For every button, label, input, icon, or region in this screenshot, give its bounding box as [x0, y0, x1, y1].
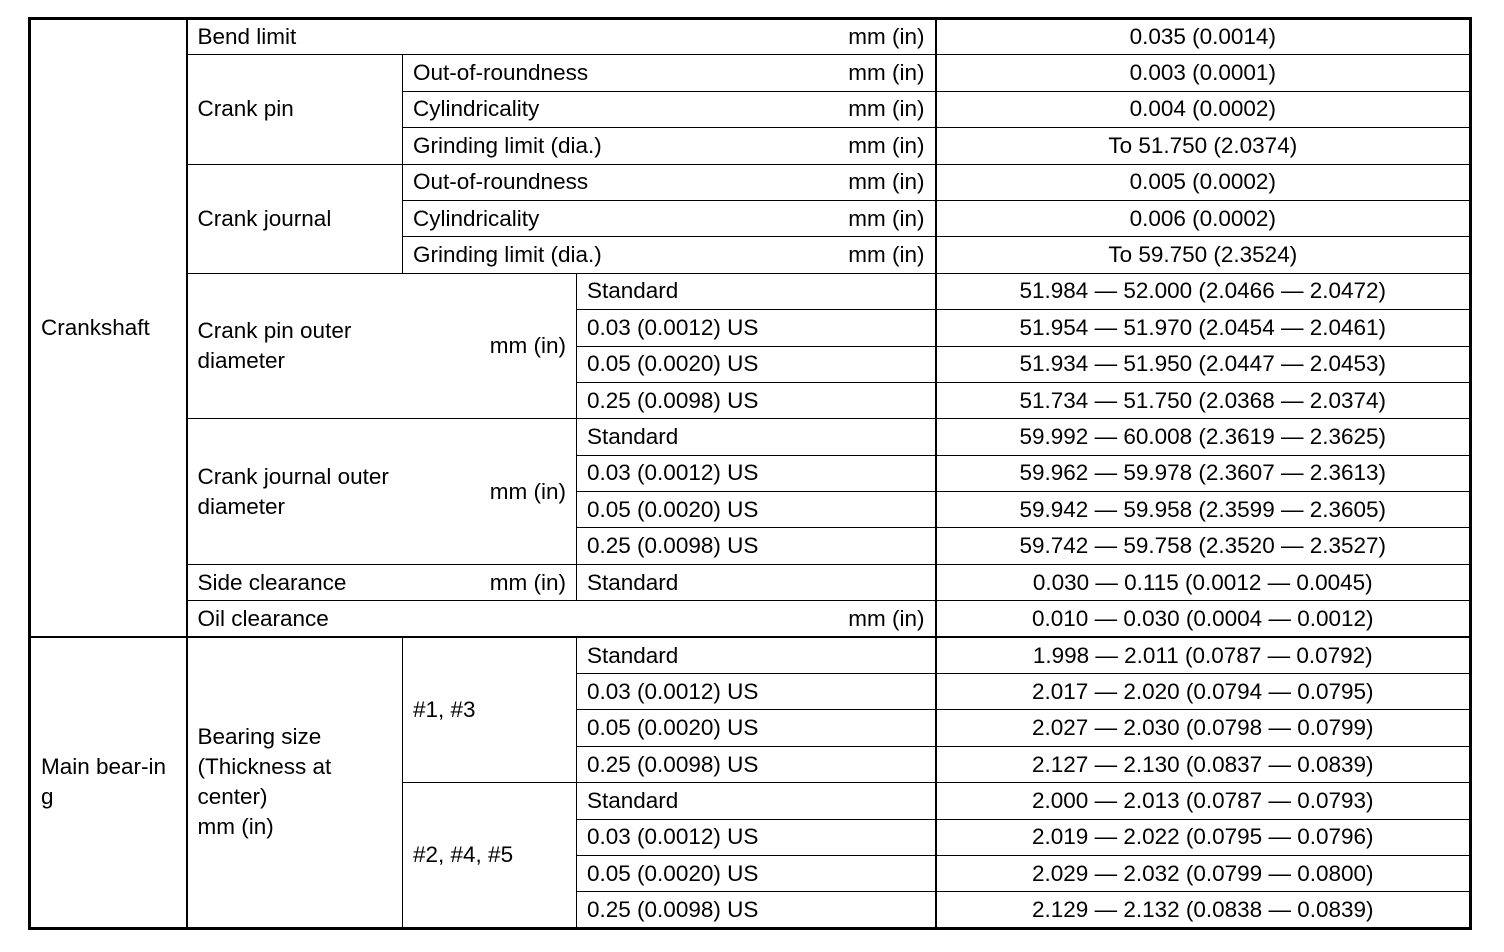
size-cell: 0.05 (0.0020) US [577, 855, 936, 891]
value-cell: 2.017 — 2.020 (0.0794 — 0.0795) [936, 674, 1471, 710]
table-row [30, 164, 1471, 200]
size-cell: 0.25 (0.0098) US [577, 382, 936, 418]
item-label: Out-of-roundness [413, 60, 589, 86]
group-label-crank-journal: Crank journal [187, 164, 403, 273]
size-cell: Standard [577, 273, 936, 309]
bearing-group-label: #2, #4, #5 [403, 783, 577, 929]
group-label-crank-pin-od [187, 273, 577, 419]
value-cell: 59.942 — 59.958 (2.3599 — 2.3605) [936, 492, 1471, 528]
item-cell [403, 200, 936, 236]
item-label: Crank journal outer diameter [197, 463, 389, 519]
item-cell [187, 564, 577, 600]
item-cell [403, 91, 936, 127]
item-cell [403, 55, 936, 91]
bend-limit-cell [187, 19, 936, 55]
section-label-crankshaft [30, 19, 187, 638]
size-cell: 0.05 (0.0020) US [577, 492, 936, 528]
item-cell [403, 237, 936, 273]
value-cell: 0.004 (0.0002) [936, 91, 1471, 127]
value-cell: To 51.750 (2.0374) [936, 128, 1471, 164]
value-cell: 59.992 — 60.008 (2.3619 — 2.3625) [936, 419, 1471, 455]
unit-label: mm (in) [489, 569, 566, 595]
value-cell: 51.984 — 52.000 (2.0466 — 2.0472) [936, 273, 1471, 309]
item-cell [403, 128, 936, 164]
group-label-bearing-size [187, 637, 403, 928]
unit-label: mm (in) [197, 814, 274, 840]
size-cell: 0.25 (0.0098) US [577, 892, 936, 928]
item-label: Grinding limit (dia.) [413, 242, 602, 268]
item-label: Cylindricality [413, 96, 540, 122]
unit-label: mm (in) [848, 242, 925, 268]
value-cell: 51.934 — 51.950 (2.0447 — 2.0453) [936, 346, 1471, 382]
value-cell: 2.129 — 2.132 (0.0838 — 0.0839) [936, 892, 1471, 928]
table-row [30, 273, 1471, 309]
value-cell: 59.742 — 59.758 (2.3520 — 2.3527) [936, 528, 1471, 564]
item-label: Crank pin outer diameter [197, 318, 352, 374]
table-row [30, 55, 1471, 91]
value-cell: 2.127 — 2.130 (0.0837 — 0.0839) [936, 746, 1471, 782]
value-cell: 2.027 — 2.030 (0.0798 — 0.0799) [936, 710, 1471, 746]
size-cell: Standard [577, 419, 936, 455]
table-row [30, 637, 1471, 673]
unit-label: mm (in) [848, 205, 925, 231]
item-label: Bend limit [197, 24, 297, 50]
size-cell: 0.03 (0.0012) US [577, 819, 936, 855]
size-cell: 0.25 (0.0098) US [577, 746, 936, 782]
value-cell: 1.998 — 2.011 (0.0787 — 0.0792) [936, 637, 1471, 673]
value-cell: 59.962 — 59.978 (2.3607 — 2.3613) [936, 455, 1471, 491]
size-cell: 0.25 (0.0098) US [577, 528, 936, 564]
value-cell: 51.954 — 51.970 (2.0454 — 2.0461) [936, 310, 1471, 346]
value-cell: 0.003 (0.0001) [936, 55, 1471, 91]
item-label: Bearing size (Thickness at center) [197, 724, 332, 810]
size-cell: 0.05 (0.0020) US [577, 346, 936, 382]
size-cell: 0.05 (0.0020) US [577, 710, 936, 746]
bearing-group-label: #1, #3 [403, 637, 577, 783]
unit-label: mm (in) [848, 96, 925, 122]
item-cell [403, 164, 936, 200]
unit-label: mm (in) [848, 24, 925, 50]
item-label: Out-of-roundness [413, 169, 589, 195]
section-label-text: Main bear-ing [41, 754, 167, 810]
unit-label: mm (in) [848, 60, 925, 86]
value-cell: 0.005 (0.0002) [936, 164, 1471, 200]
value-cell: 2.019 — 2.022 (0.0795 — 0.0796) [936, 819, 1471, 855]
size-cell: 0.03 (0.0012) US [577, 674, 936, 710]
size-cell: 0.03 (0.0012) US [577, 310, 936, 346]
group-label-crank-journal-od [187, 419, 577, 565]
group-label-crank-pin: Crank pin [187, 55, 403, 164]
size-cell: Standard [577, 637, 936, 673]
unit-label: mm (in) [848, 169, 925, 195]
value-cell: To 59.750 (2.3524) [936, 237, 1471, 273]
value-cell: 2.000 — 2.013 (0.0787 — 0.0793) [936, 783, 1471, 819]
table-row [30, 564, 1471, 600]
table-row [30, 19, 1471, 55]
item-cell [187, 601, 936, 637]
value-cell: 0.035 (0.0014) [936, 19, 1471, 55]
table-row [30, 419, 1471, 455]
size-cell: 0.03 (0.0012) US [577, 455, 936, 491]
unit-label: mm (in) [489, 333, 566, 359]
item-label: Oil clearance [197, 605, 329, 631]
unit-label: mm (in) [848, 605, 925, 631]
value-cell: 0.030 — 0.115 (0.0012 — 0.0045) [936, 564, 1471, 600]
section-label-text: Crankshaft [41, 315, 150, 341]
unit-label: mm (in) [848, 132, 925, 158]
item-label: Side clearance [197, 569, 347, 595]
size-cell: Standard [577, 783, 936, 819]
size-cell: Standard [577, 564, 936, 600]
item-label: Cylindricality [413, 205, 540, 231]
unit-label: mm (in) [489, 478, 566, 504]
section-label-main-bearing [30, 637, 187, 928]
value-cell: 0.006 (0.0002) [936, 200, 1471, 236]
item-label: Grinding limit (dia.) [413, 132, 602, 158]
spec-table [28, 17, 1472, 930]
value-cell: 51.734 — 51.750 (2.0368 — 2.0374) [936, 382, 1471, 418]
table-row [30, 601, 1471, 637]
value-cell: 0.010 — 0.030 (0.0004 — 0.0012) [936, 601, 1471, 637]
value-cell: 2.029 — 2.032 (0.0799 — 0.0800) [936, 855, 1471, 891]
